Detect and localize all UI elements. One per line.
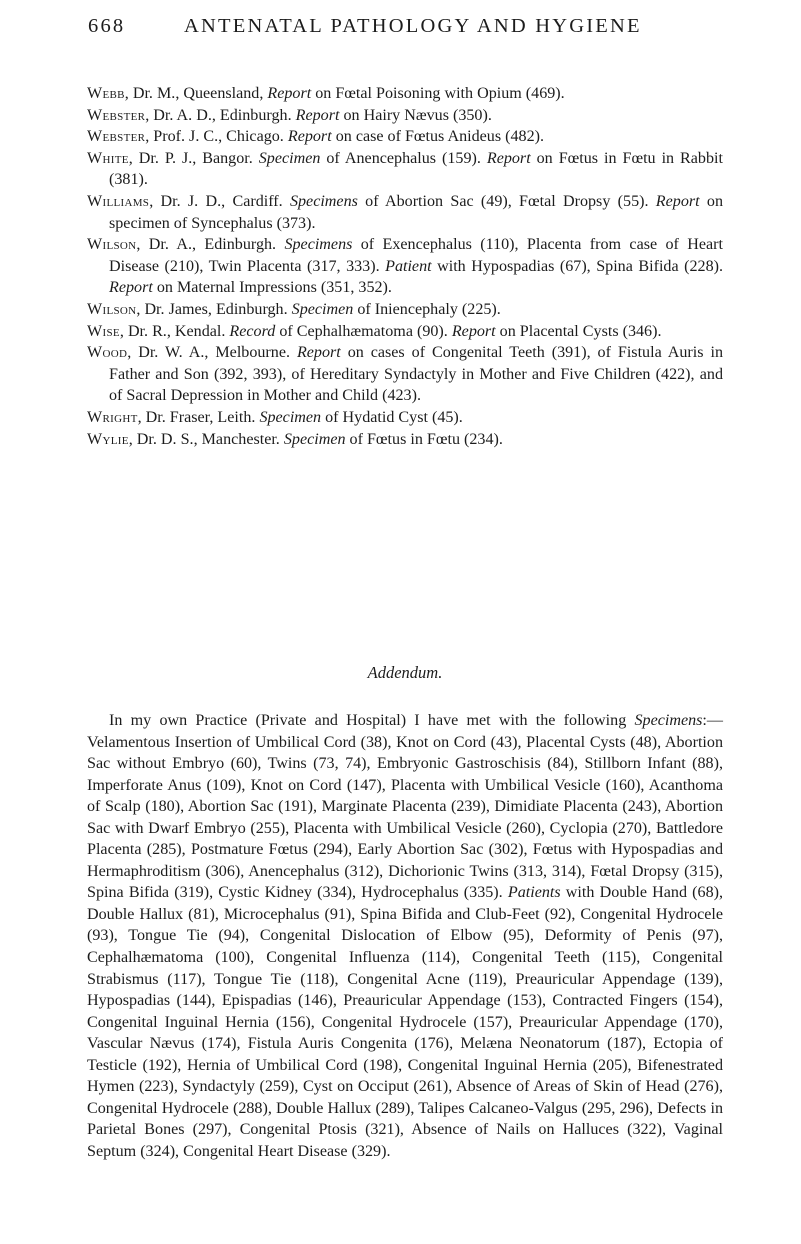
item-type: Report bbox=[296, 344, 341, 362]
item-type: Report bbox=[109, 279, 153, 297]
addendum-item-type: Patients bbox=[507, 884, 561, 902]
contributor-entry bbox=[87, 148, 723, 191]
contributor-entry bbox=[87, 321, 723, 343]
item-type: Specimen bbox=[258, 149, 321, 167]
item-type: Report bbox=[486, 149, 531, 167]
item-text: on cases of Congenital Teeth (391), of Fistula Auris in Father and Son (392, 393), of Hereditary Syndactyly in Mother and Five Children (422), and of Sacral Depression in Mother and Child (423). bbox=[109, 344, 723, 405]
running-header bbox=[88, 12, 728, 40]
contributor-entry bbox=[87, 191, 723, 234]
contributor-entry bbox=[87, 342, 723, 407]
addendum-text: with Double Hand (68), Double Hallux (81), Microcephalus (91), Spina Bifida and Club-Feet (92), Congenital Hydrocele (93), Tongue Tie (94), Congenital Dislocation of Elbow (95), Deformity of Penis (97), Cephalhæmatoma (100), Congenital Influenza (114), Congenital Teeth (115), Congenital Strabismus (117), Tongue Tie (118), Congenital Acne (119), Preauricular Appendage (139), Hypospadias (144), Epispadias (146), Preauricular Appendage (153), Contracted Fingers (154), Congenital Inguinal Hernia (156), Congenital Hydrocele (157), Preauricular Appendage (170), Vascular Nævus (174), Fistula Auris Congenita (176), Melæna Neonatorum (187), Ectopia of Testicle (192), Hernia of Umbilical Cord (198), Congenital Inguinal Hernia (205), Bifenestrated Hymen (223), Syndactyly (259), Cyst on Occiput (261), Absence of Areas of Skin of Head (276), Congenital Hydrocele (288), Double Hallux (289), Talipes Calcaneo-Valgus (295, 296), Defects in Parietal Bones (297), Congenital Ptosis (321), Absence of Nails on Halluces (322), Vaginal Septum (324), Congenital Heart Disease (329). bbox=[87, 884, 724, 1160]
addendum-paragraph bbox=[87, 710, 723, 1162]
item-type: Specimens bbox=[289, 192, 358, 210]
item-text: of Anencephalus (159). bbox=[320, 149, 487, 167]
item-text: of Hydatid Cyst (45). bbox=[321, 408, 463, 426]
contributor-details: , Prof. J. C., Chicago. bbox=[145, 128, 288, 146]
contributor-details: , Dr. A. D., Edinburgh. bbox=[145, 106, 296, 124]
contributor-entry bbox=[87, 429, 723, 451]
contributor-name: Webster bbox=[87, 128, 146, 146]
contributor-list bbox=[87, 83, 723, 450]
item-type: Report bbox=[287, 128, 332, 146]
item-text: on Fœtal Poisoning with Opium (469). bbox=[311, 85, 565, 102]
item-type: Record bbox=[229, 322, 276, 340]
page-number: 668 bbox=[88, 15, 126, 37]
contributor-details: , Dr. James, Edinburgh. bbox=[136, 300, 292, 318]
contributor-entry bbox=[87, 126, 723, 148]
item-type: Specimens bbox=[284, 236, 353, 254]
item-text: on Hairy Nævus (350). bbox=[339, 106, 492, 124]
contributor-details: , Dr. W. A., Melbourne. bbox=[127, 344, 297, 362]
item-text: of Fœtus in Fœtu (234). bbox=[345, 430, 503, 448]
item-type: Specimen bbox=[283, 430, 346, 448]
contributor-name: Williams bbox=[87, 192, 150, 210]
contributor-name: White bbox=[87, 149, 129, 167]
contributor-name: Wilson bbox=[87, 300, 137, 318]
item-text: with Hypospadias (67), Spina Bifida (228). bbox=[431, 257, 723, 275]
item-text: on specimen of Syncephalus (373). bbox=[109, 192, 723, 232]
addendum-text: :—Velamentous Insertion of Umbilical Cord (38), Knot on Cord (43), Placental Cysts (48), Abortion Sac without Embryo (60), Twins (73, 74), Embryonic Gastroschisis (84), Stillborn Infant (88), Imperforate Anus (109), Knot on Cord (147), Placenta with Umbilical Vesicle (160), Acanthoma of Scalp (180), Abortion Sac (191), Marginate Placenta (239), Dimidiate Placenta (243), Abortion Sac with Dwarf Embryo (255), Placenta with Umbilical Vesicle (260), Cyclopia (270), Battledore Placenta (285), Postmature Fœtus (294), Early Abortion Sac (302), Fœtus with Hypospadias and Hermaphroditism (306), Anencephalus (312), Dichorionic Twins (313, 314), Fœtal Dropsy (315), Spina Bifida (319), Cystic Kidney (334), Hydrocephalus (335). bbox=[87, 712, 723, 902]
item-text: on Placental Cysts (346). bbox=[495, 322, 662, 340]
running-title: ANTENATAL PATHOLOGY AND HYGIENE bbox=[184, 15, 642, 37]
contributor-name: Wood bbox=[87, 344, 128, 362]
contributor-name: Wright bbox=[87, 408, 138, 426]
item-text: on case of Fœtus Anideus (482). bbox=[331, 128, 544, 146]
item-text: of Iniencephaly (225). bbox=[353, 300, 501, 318]
item-type: Report bbox=[451, 322, 496, 340]
item-type: Patient bbox=[385, 257, 432, 275]
item-type: Report bbox=[295, 106, 340, 124]
contributor-details: , Dr. M., Queensland, bbox=[124, 85, 268, 102]
contributor-name: Wise bbox=[87, 322, 120, 340]
item-type: Specimen bbox=[259, 408, 322, 426]
contributor-details: , Dr. D. S., Manchester. bbox=[128, 430, 284, 448]
contributor-name: Webster bbox=[87, 106, 146, 124]
addendum-text: In my own Practice (Private and Hospital) I have met with the following bbox=[109, 712, 635, 729]
item-text: of Abortion Sac (49), Fœtal Dropsy (55). bbox=[357, 192, 656, 210]
contributor-details: , Dr. R., Kendal. bbox=[119, 322, 230, 340]
contributor-details: , Dr. Fraser, Leith. bbox=[137, 408, 260, 426]
contributor-name: Wilson bbox=[87, 236, 137, 254]
addendum-item-type: Specimens bbox=[634, 712, 703, 729]
addendum-heading: Addendum. bbox=[367, 663, 443, 682]
item-text: on Fœtus in Fœtu in Rabbit (381). bbox=[109, 149, 723, 189]
item-type: Report bbox=[267, 85, 312, 102]
item-type: Specimen bbox=[291, 300, 354, 318]
contributor-name: Wylie bbox=[87, 430, 129, 448]
item-text: of Cephalhæmatoma (90). bbox=[275, 322, 452, 340]
contributor-details: , Dr. J. D., Cardiff. bbox=[149, 192, 290, 210]
contributor-entry bbox=[87, 407, 723, 429]
contributor-details: , Dr. P. J., Bangor. bbox=[128, 149, 259, 167]
contributor-name: Webb bbox=[87, 85, 125, 102]
contributor-entry bbox=[87, 105, 723, 127]
contributor-details: , Dr. A., Edinburgh. bbox=[136, 236, 285, 254]
item-text: on Maternal Impressions (351, 352). bbox=[152, 279, 392, 297]
item-text: of Exencephalus (110), Placenta from case of Heart Disease (210), Twin Placenta (317, 333). bbox=[109, 236, 723, 275]
contributor-entry bbox=[87, 299, 723, 321]
item-type: Report bbox=[655, 192, 700, 210]
contributor-entry bbox=[87, 234, 723, 299]
contributor-entry bbox=[87, 83, 723, 105]
